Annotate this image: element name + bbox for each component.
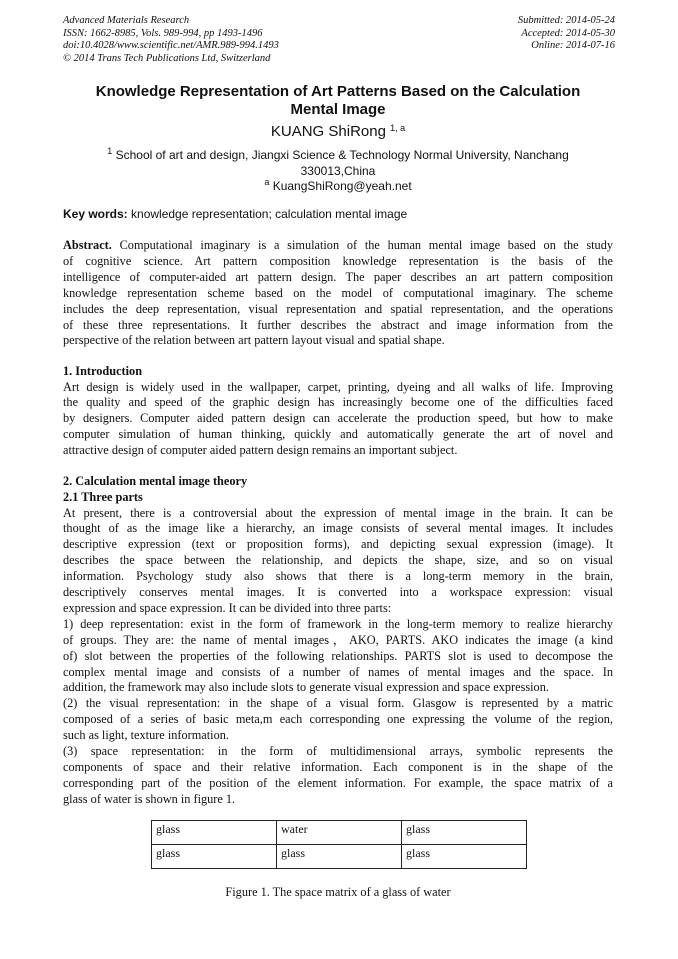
abstract-line: knowledge representation scheme based on the model of computational imaginary. The scheme	[63, 285, 613, 300]
paper-title-line: Knowledge Representation of Art Patterns Based on the Calculation	[95, 83, 581, 100]
keywords-label: Key words:	[63, 207, 128, 221]
section-2-line: such as light, texture information.	[63, 728, 229, 743]
section-2-line: describes the space between the relationship, and depicts the shape, size, and so on visual	[63, 553, 613, 568]
affiliation-email-line	[62, 179, 614, 195]
section-2-line: corresponding part of the position of the element information. For example, the space matrix of a	[63, 775, 613, 790]
space-matrix-table	[151, 820, 527, 869]
section-2-line: thought of as the image like a hierarchy, an image consists of several mental images. It includes	[63, 521, 613, 536]
matrix-cell: glass	[277, 845, 402, 869]
journal-doi: doi:10.4028/www.scientific.net/AMR.989-994.1493	[63, 40, 279, 52]
keywords-text: knowledge representation; calculation mental image	[131, 207, 408, 221]
section-2-line: 1) deep representation: exist in the form of framework in the long-term memory to realize hierarchy	[63, 616, 613, 631]
affiliation-sup-a: a	[264, 177, 270, 187]
section-2-line: complex mental image and consists of a number of names of mental images and the space. In	[63, 664, 613, 679]
journal-copyright: © 2014 Trans Tech Publications Ltd, Switzerland	[63, 52, 271, 64]
section-2-line: of groups. They are: the name of mental images，AKO, PARTS. AKO indicates the image (a kind	[63, 632, 613, 647]
abstract-line: of cognitive science. Art pattern composition knowledge representation is the basis of the	[63, 253, 613, 268]
matrix-row	[152, 821, 527, 845]
section-2-body	[63, 506, 613, 808]
section-2-line: information. Psychology study also shows that there is a long-term memory in the brain,	[63, 569, 613, 584]
figure-caption: Figure 1. The space matrix of a glass of water	[225, 885, 451, 899]
intro-line: computer simulation of human thinking, quickly and automatically generate the art of novel and	[63, 427, 613, 442]
intro-line: attractive design of computer aided pattern design remains an important subject.	[63, 443, 458, 458]
matrix-cell: glass	[402, 821, 527, 845]
affiliation-line	[62, 148, 614, 164]
matrix-row	[152, 845, 527, 869]
author-superscript: 1, a	[390, 123, 406, 133]
accepted-date: Accepted: 2014-05-30	[521, 27, 615, 39]
journal-issn: ISSN: 1662-8985, Vols. 989-994, pp 1493-1496	[63, 27, 263, 39]
section-2-heading: 2. Calculation mental image theory	[63, 474, 248, 488]
matrix-cell: glass	[402, 845, 527, 869]
affiliation	[62, 148, 614, 195]
journal-header-left	[63, 15, 279, 65]
section-2-line: descriptively conserves mental images. It is converted into a workspace expression: visual	[63, 585, 613, 600]
abstract	[63, 238, 613, 349]
abstract-line: includes the deep representation, visual representation and spatial representation, and the operations	[63, 301, 613, 316]
author-email: KuangShiRong@yeah.net	[272, 179, 412, 193]
online-date: Online: 2014-07-16	[531, 40, 615, 52]
section-1-heading: 1. Introduction	[63, 364, 143, 378]
section-2-line: At present, there is a controversial about the expression of mental image in the brain. It can be	[63, 505, 613, 520]
author-line	[62, 123, 614, 141]
intro-line: by designers. Computer aided pattern design can accelerate the production speed, but how to make	[63, 411, 613, 426]
section-2-line: expression and space expression. It can be divided into three parts:	[63, 600, 392, 615]
abstract-line	[63, 238, 613, 254]
matrix-cell: glass	[152, 845, 277, 869]
intro-line: Art design is widely used in the wallpaper, carpet, printing, dyeing and all walks of life. Improving	[63, 379, 613, 394]
section-2-line: components of space and their relative information. Each component is in the shape of the	[63, 760, 613, 774]
abstract-label: Abstract.	[63, 238, 112, 252]
affiliation-text: School of art and design, Jiangxi Science & Technology Normal University, Nanchang	[115, 148, 569, 162]
section-1-body	[63, 380, 613, 460]
section-2-line: of) slot between the properties of the following relationships. PARTS slot is used to decompose the	[63, 648, 613, 663]
section-2-line: addition, the framework may also include slots to generate visual expression and space expression.	[63, 680, 549, 695]
intro-line: the quality and speed of the graphic design has increasingly become one of the difficulties faced	[63, 395, 613, 410]
submitted-date: Submitted: 2014-05-24	[517, 15, 615, 26]
affiliation-sup-1: 1	[107, 146, 113, 156]
section-2-line: (2) the visual representation: in the shape of a visual form. Glasgow is represented by a matric	[63, 696, 613, 711]
affiliation-postcode: 330013,China	[300, 163, 376, 178]
paper-title	[62, 83, 614, 119]
journal-name: Advanced Materials Research	[63, 15, 190, 26]
section-2-1-heading: 2.1 Three parts	[63, 490, 143, 504]
section-2-line: descriptive expression (text or proposition forms), and depicting sexual expression (image). It	[63, 537, 613, 552]
section-2-line: (3) space representation: in the form of multidimensional arrays, symbolic represents the	[63, 744, 613, 759]
abstract-line: of these three representations. It further describes the abstract and image information from the	[63, 317, 613, 332]
section-2-line: glass of water is shown in figure 1.	[63, 791, 236, 806]
abstract-line: intelligence of computer-aided art pattern design. The paper describes an art pattern composition	[63, 269, 613, 284]
journal-header-right	[518, 15, 615, 53]
matrix-cell: water	[277, 821, 402, 845]
paper-title-line: Mental Image	[290, 101, 386, 118]
matrix-cell: glass	[152, 821, 277, 845]
section-2-line: composed of a series of basic meta,m each corresponding one expressing the volume of the region,	[63, 712, 613, 727]
abstract-line: perspective of the relation between art pattern layout visual and spatial shape.	[63, 333, 445, 348]
author-name: KUANG ShiRong	[270, 123, 386, 140]
keywords	[63, 207, 615, 222]
abstract-text: Computational imaginary is a simulation of the human mental image based on the study	[119, 238, 613, 252]
